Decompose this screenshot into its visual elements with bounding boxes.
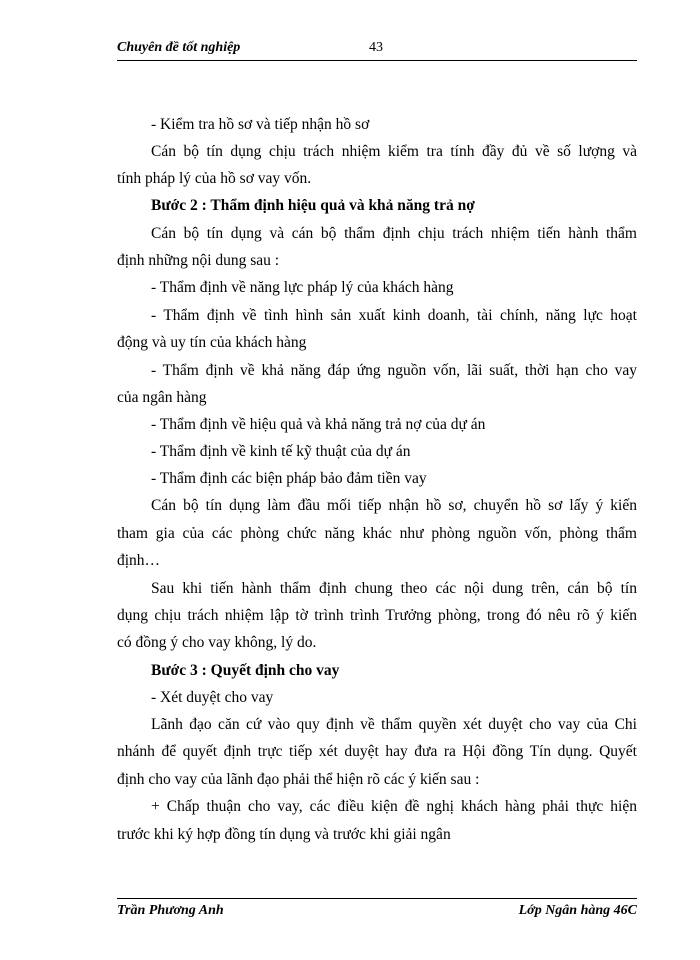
- text-line: Cán bộ tín dụng và cán bộ thẩm định chịu trách nhiệm tiến hành thẩm: [151, 225, 637, 242]
- text-line: - Xét duyệt cho vay: [151, 689, 274, 706]
- section-heading: Bước 3 : Quyết định cho vay: [151, 662, 340, 679]
- text-line: + Chấp thuận cho vay, các điều kiện đề nghị khách hàng phải thực hiện: [151, 798, 637, 815]
- text-line: tính pháp lý của hồ sơ vay vốn.: [117, 170, 312, 187]
- text-line: Lãnh đạo căn cứ vào quy định về thẩm quyền xét duyệt cho vay của Chi: [151, 716, 637, 733]
- section-heading: Bước 2 : Thẩm định hiệu quả và khả năng trả nợ: [151, 197, 475, 214]
- text-line: - Thẩm định về tình hình sản xuất kinh doanh, tài chính, năng lực hoạt: [151, 307, 637, 324]
- text-line: - Thẩm định về hiệu quả và khả năng trả nợ của dự án: [151, 416, 486, 433]
- page-header: [117, 38, 637, 61]
- text-line: - Thẩm định các biện pháp bảo đảm tiền vay: [151, 470, 427, 487]
- text-line: - Thẩm định về kinh tế kỹ thuật của dự án: [151, 443, 411, 460]
- text-line: - Thẩm định về khả năng đáp ứng nguồn vốn, lãi suất, thời hạn cho vay: [151, 362, 637, 379]
- text-line: định cho vay của lãnh đạo phải thể hiện rõ các ý kiến sau :: [117, 771, 480, 788]
- text-line: dụng chịu trách nhiệm lập tờ trình trình Trưởng phòng, trong đó nêu rõ ý kiến: [117, 607, 637, 624]
- text-line: Cán bộ tín dụng chịu trách nhiệm kiểm tra tính đầy đủ về số lượng và: [151, 143, 637, 160]
- page-number: 43: [369, 40, 383, 55]
- text-line: định những nội dung sau :: [117, 252, 280, 269]
- text-line: tham gia của các phòng chức năng khác như phòng nguồn vốn, phòng thẩm: [117, 525, 637, 542]
- document-title: Chuyên đề tốt nghiệp: [117, 40, 241, 55]
- text-line: định…: [117, 552, 161, 569]
- text-line: có đồng ý cho vay không, lý do.: [117, 634, 317, 651]
- author-name: Trần Phương Anh: [117, 903, 224, 918]
- page-footer: [117, 898, 637, 918]
- text-line: - Kiểm tra hồ sơ và tiếp nhận hồ sơ: [151, 116, 370, 133]
- text-line: trước khi ký hợp đồng tín dụng và trước khi giải ngân: [117, 826, 451, 843]
- text-line: nhánh để quyết định trực tiếp xét duyệt hay đưa ra Hội đồng Tín dụng. Quyết: [117, 743, 637, 760]
- text-line: Sau khi tiến hành thẩm định chung theo các nội dung trên, cán bộ tín: [151, 580, 637, 597]
- class-name: Lớp Ngân hàng 46C: [518, 903, 637, 918]
- text-line: động và uy tín của khách hàng: [117, 334, 307, 351]
- text-line: của ngân hàng: [117, 389, 207, 406]
- text-line: Cán bộ tín dụng làm đầu mối tiếp nhận hồ sơ, chuyển hồ sơ lấy ý kiến: [151, 497, 637, 514]
- text-line: - Thẩm định về năng lực pháp lý của khách hàng: [151, 279, 454, 296]
